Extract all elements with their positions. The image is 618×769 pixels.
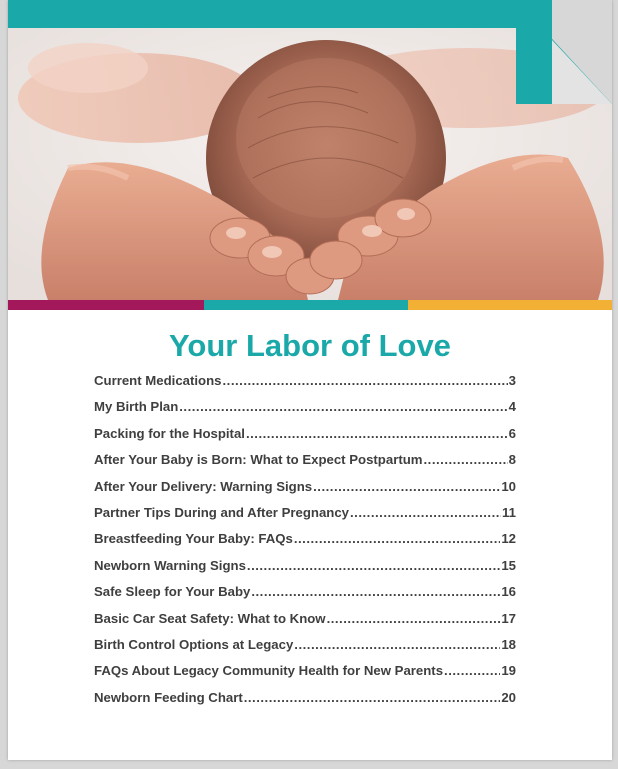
toc-entry[interactable] [94,584,516,610]
toc-entry-page-number: 20 [501,689,516,705]
toc-entry[interactable] [94,637,516,663]
toc-leader-dots [246,426,508,441]
toc-entry-label: Partner Tips During and After Pregnancy [94,504,350,520]
toc-leader-dots [350,505,501,520]
toc-entry[interactable] [94,663,516,689]
toc-leader-dots [294,637,500,652]
toc-entry-label: Newborn Warning Signs [94,557,246,573]
document-page [8,0,612,760]
toc-entry[interactable] [94,690,516,716]
top-teal-band [8,0,518,28]
toc-leader-dots [247,558,500,573]
toc-entry-page-number: 19 [501,663,516,679]
toc-entry-label: Packing for the Hospital [94,425,245,441]
toc-entry-label: After Your Baby is Born: What to Expect Postpartum [94,452,423,468]
toc-leader-dots [444,663,500,678]
toc-entry[interactable] [94,373,516,399]
toc-leader-dots [223,373,508,388]
toc-entry-label: Newborn Feeding Chart [94,689,243,705]
toc-entry-label: After Your Delivery: Warning Signs [94,478,313,494]
teal-stripe [204,300,408,310]
toc-leader-dots [179,399,507,414]
toc-entry-page-number: 6 [508,425,516,441]
toc-entry-page-number: 18 [501,636,516,652]
toc-entry-page-number: 11 [502,504,516,520]
toc-entry[interactable] [94,399,516,425]
toc-entry-label: Birth Control Options at Legacy [94,636,294,652]
toc-entry[interactable] [94,426,516,452]
toc-leader-dots [251,584,500,599]
gold-stripe [408,300,612,310]
magenta-stripe [8,300,204,310]
toc-leader-dots [294,531,500,546]
toc-leader-dots [424,452,508,467]
toc-leader-dots [244,690,501,705]
toc-entry-page-number: 16 [501,584,516,600]
toc-entry[interactable] [94,558,516,584]
toc-entry-label: Breastfeeding Your Baby: FAQs [94,531,293,547]
toc-entry-page-number: 10 [501,478,516,494]
color-stripe [8,300,612,310]
toc-entry-label: FAQs About Legacy Community Health for New Parents [94,663,444,679]
toc-leader-dots [313,479,500,494]
toc-entry[interactable] [94,611,516,637]
toc-entry-label: Current Medications [94,373,222,388]
toc-entry[interactable] [94,452,516,478]
toc-entry[interactable] [94,531,516,557]
table-of-contents [94,373,516,716]
toc-entry-label: Safe Sleep for Your Baby [94,584,251,600]
toc-entry[interactable] [94,505,516,531]
toc-entry-page-number: 4 [508,399,516,415]
toc-entry-page-number: 15 [501,557,516,573]
toc-leader-dots [327,611,501,626]
toc-entry-label: Basic Car Seat Safety: What to Know [94,610,326,626]
toc-entry-page-number: 3 [508,373,516,388]
page-title: Your Labor of Love [169,328,451,363]
toc-entry-label: My Birth Plan [94,399,179,415]
toc-entry-page-number: 12 [501,531,516,547]
toc-entry[interactable] [94,479,516,505]
toc-entry-page-number: 17 [501,610,516,626]
page-curl-corner [516,0,612,104]
toc-entry-page-number: 8 [508,452,516,468]
